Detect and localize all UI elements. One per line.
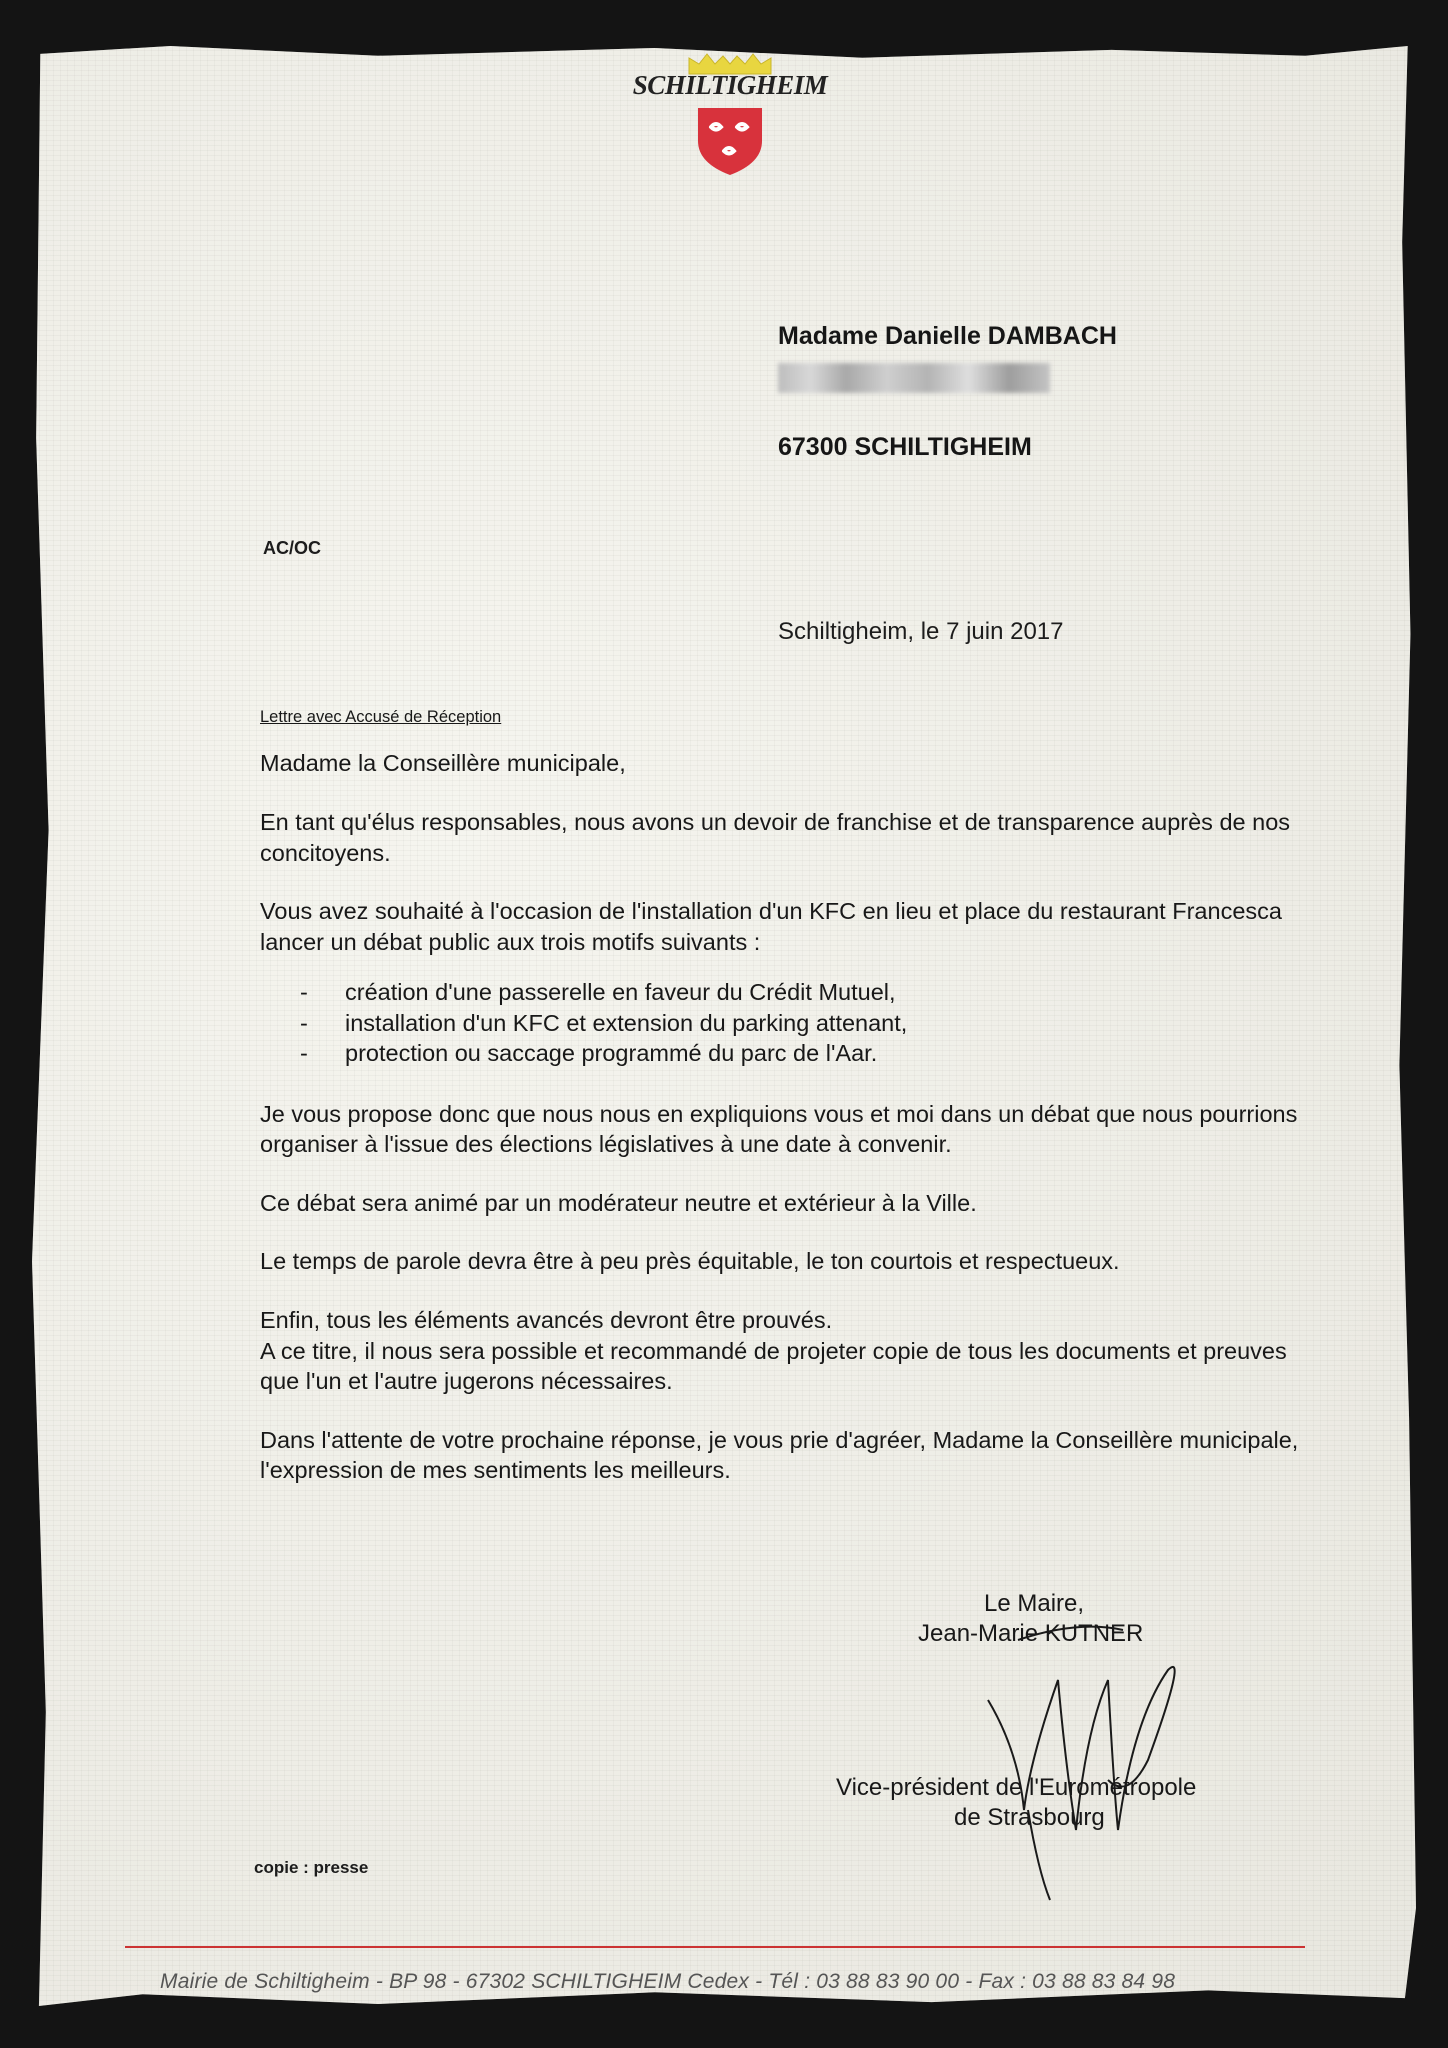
logo-name: SCHILTIGHEIM (632, 70, 828, 100)
paragraph-6b: A ce titre, il nous sera possible et recommandé de projeter copie de tous les documents et preuves que l'un et l'autre jugerons nécessaires. (260, 1337, 1287, 1395)
list-item: - création d'une passerelle en faveur du Crédit Mutuel, (300, 977, 1320, 1008)
recipient-city: 67300 SCHILTIGHEIM (778, 433, 1032, 461)
closing-paragraph: Dans l'attente de votre prochaine réponse, je vous prie d'agréer, Madame la Conseillère municipale, l'expression de mes sentiments les meilleurs. (260, 1426, 1299, 1484)
signatory-name: Jean-Marie KUTNER (918, 1620, 1144, 1647)
coat-of-arms-icon (695, 105, 765, 177)
list-item: - protection ou saccage programmé du parc de l'Aar. (300, 1038, 1320, 1069)
city-logo (620, 50, 840, 225)
letter-body (260, 707, 1320, 1514)
footer-address: Mairie de Schiltigheim - BP 98 - 67302 SCHILTIGHEIM Cedex - Tél : 03 88 83 90 00 - Fax : 03 88 83 84 98 (160, 1970, 1176, 1993)
redacted-address (778, 363, 1050, 393)
handwritten-signature (958, 1610, 1198, 1910)
paragraph-5: Le temps de parole devra être à peu près équitable, le ton courtois et respectueux. (260, 1248, 1120, 1275)
motives-list (260, 977, 1320, 1069)
reference-code: AC/OC (263, 538, 321, 558)
salutation: Madame la Conseillère municipale, (260, 750, 626, 777)
letter-date: Schiltigheim, le 7 juin 2017 (778, 618, 1064, 645)
subject-line: Lettre avec Accusé de Réception (260, 708, 502, 726)
copy-note: copie : presse (254, 1858, 369, 1877)
recipient-name: Madame Danielle DAMBACH (778, 322, 1117, 350)
paragraph-6a: Enfin, tous les éléments avancés devront être prouvés. (260, 1307, 833, 1333)
footer-divider (125, 1946, 1305, 1948)
paragraph-2: Vous avez souhaité à l'occasion de l'installation d'un KFC en lieu et place du restaurant Francesca lancer un débat public aux trois motifs suivants : (260, 898, 1282, 955)
paragraph-3: Je vous propose donc que nous nous en expliquions vous et moi dans un débat que nous pourrions organiser à l'issue des élections législatives à une date à convenir. (260, 1100, 1298, 1158)
paragraph-1: En tant qu'élus responsables, nous avons un devoir de franchise et de transparence auprès de nos concitoyens. (260, 808, 1291, 866)
signatory-title: Le Maire, (984, 1590, 1085, 1617)
recipient-block (778, 322, 1117, 462)
paragraph-4: Ce débat sera animé par un modérateur neutre et extérieur à la Ville. (260, 1189, 977, 1216)
list-item: - installation d'un KFC et extension du parking attenant, (300, 1008, 1320, 1039)
signatory-role-2: de Strasbourg (954, 1804, 1105, 1831)
signatory-role: Vice-président de l'Eurométropole (836, 1774, 1197, 1801)
